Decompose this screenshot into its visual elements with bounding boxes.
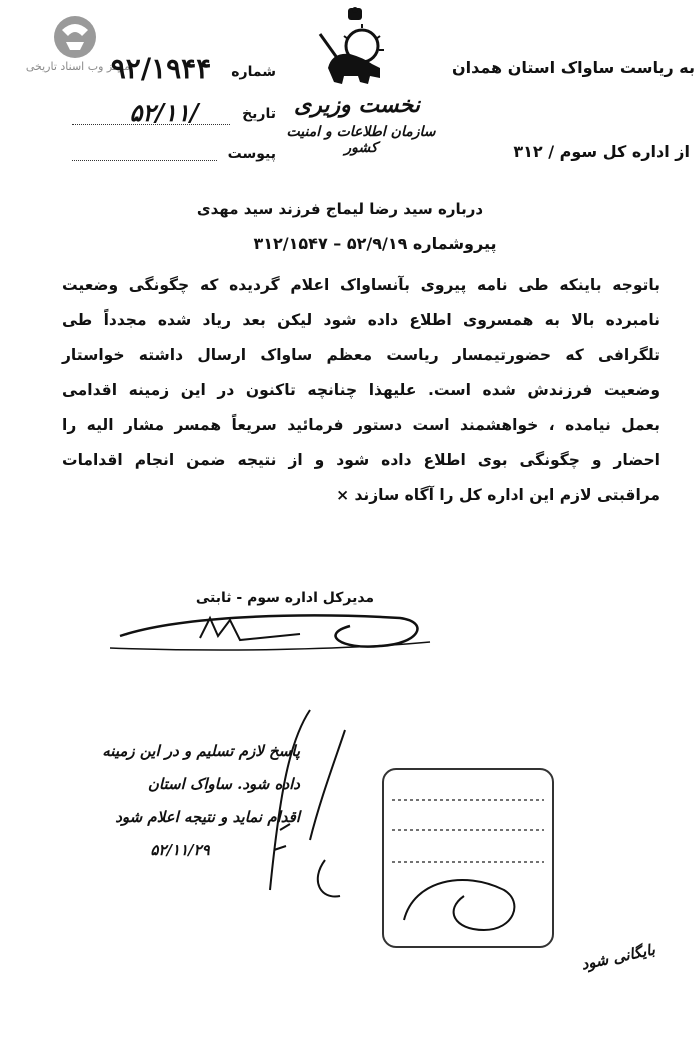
body-line: باتوجه باینکه طی نامه پیروی بآنساواک اعلام گردیده که چگونگی وضعیت	[62, 276, 660, 294]
margin-note: بایگانی شود	[579, 940, 657, 974]
stamp-lines-icon	[384, 770, 552, 946]
letter-body	[62, 276, 660, 521]
reference-line: پیروشماره ۵۲/۹/۱۹ – ۳۱۲/۱۵۴۷	[253, 234, 497, 253]
body-line: بعمل نیامده ، خواهشمند است دستور فرمائید سریعاً همسر مشار الیه را	[62, 416, 660, 434]
body-line: وضعیت فرزندش شده است. علیهذا چنانچه تاکنون در این زمینه اقدامی	[62, 381, 660, 399]
received-stamp	[382, 768, 554, 948]
number-value: ۹۲/۱۹۴۴	[110, 52, 212, 85]
handwritten-line: اقدام نماید و نتیجه اعلام شود	[115, 808, 300, 826]
date-label: تاریخ	[242, 106, 276, 122]
sender: از اداره کل سوم / ۳۱۲	[513, 142, 690, 161]
handwritten-line: داده شود. ساواک استان	[147, 775, 300, 793]
annotation-scribble-icon	[250, 700, 380, 920]
lion-and-sun-emblem-icon	[310, 6, 400, 92]
handwritten-strokes	[250, 700, 380, 920]
attachment-underline	[72, 160, 217, 161]
date-value: ۵۲/۱۱/	[129, 98, 199, 127]
org-line-2: سازمان اطلاعات و امنیت کشور	[286, 124, 436, 156]
handwritten-line: پاسخ لازم تسلیم و در این زمینه	[102, 742, 300, 760]
body-line: احضار و چگونگی بوی اطلاع داده شود و از نتیجه ضمن انجام اقدامات	[62, 451, 660, 469]
number-label: شماره	[231, 64, 276, 80]
handwritten-date: ۵۲/۱۱/۲۹	[150, 841, 210, 859]
attachment-label: پیوست	[227, 146, 276, 162]
watermark-text: مرکز وب اسناد تاریخی	[25, 60, 131, 73]
addressee: به ریاست ساواک استان همدان	[451, 58, 695, 77]
signature-caption: مدیرکل اداره سوم - ثابتی	[195, 590, 375, 606]
body-line: تلگرافی که حضورتیمسار ریاست معظم ساواک ارسال داشته خواستار	[62, 346, 660, 364]
body-line: نامبرده بالا به همسروی اطلاع داده شود لیکن بعد ریاد شده مجدداً طی	[62, 311, 660, 329]
body-line-last: مراقبتی لازم این اداره کل را آگاه سازند ×	[336, 486, 660, 504]
subject-line: درباره سید رضا لیماج فرزند سید مهدی	[196, 200, 484, 218]
signature-icon	[100, 596, 440, 656]
state-emblem	[310, 6, 400, 92]
org-line-1: نخست وزیری	[294, 92, 420, 118]
signature-scribble	[100, 596, 440, 656]
